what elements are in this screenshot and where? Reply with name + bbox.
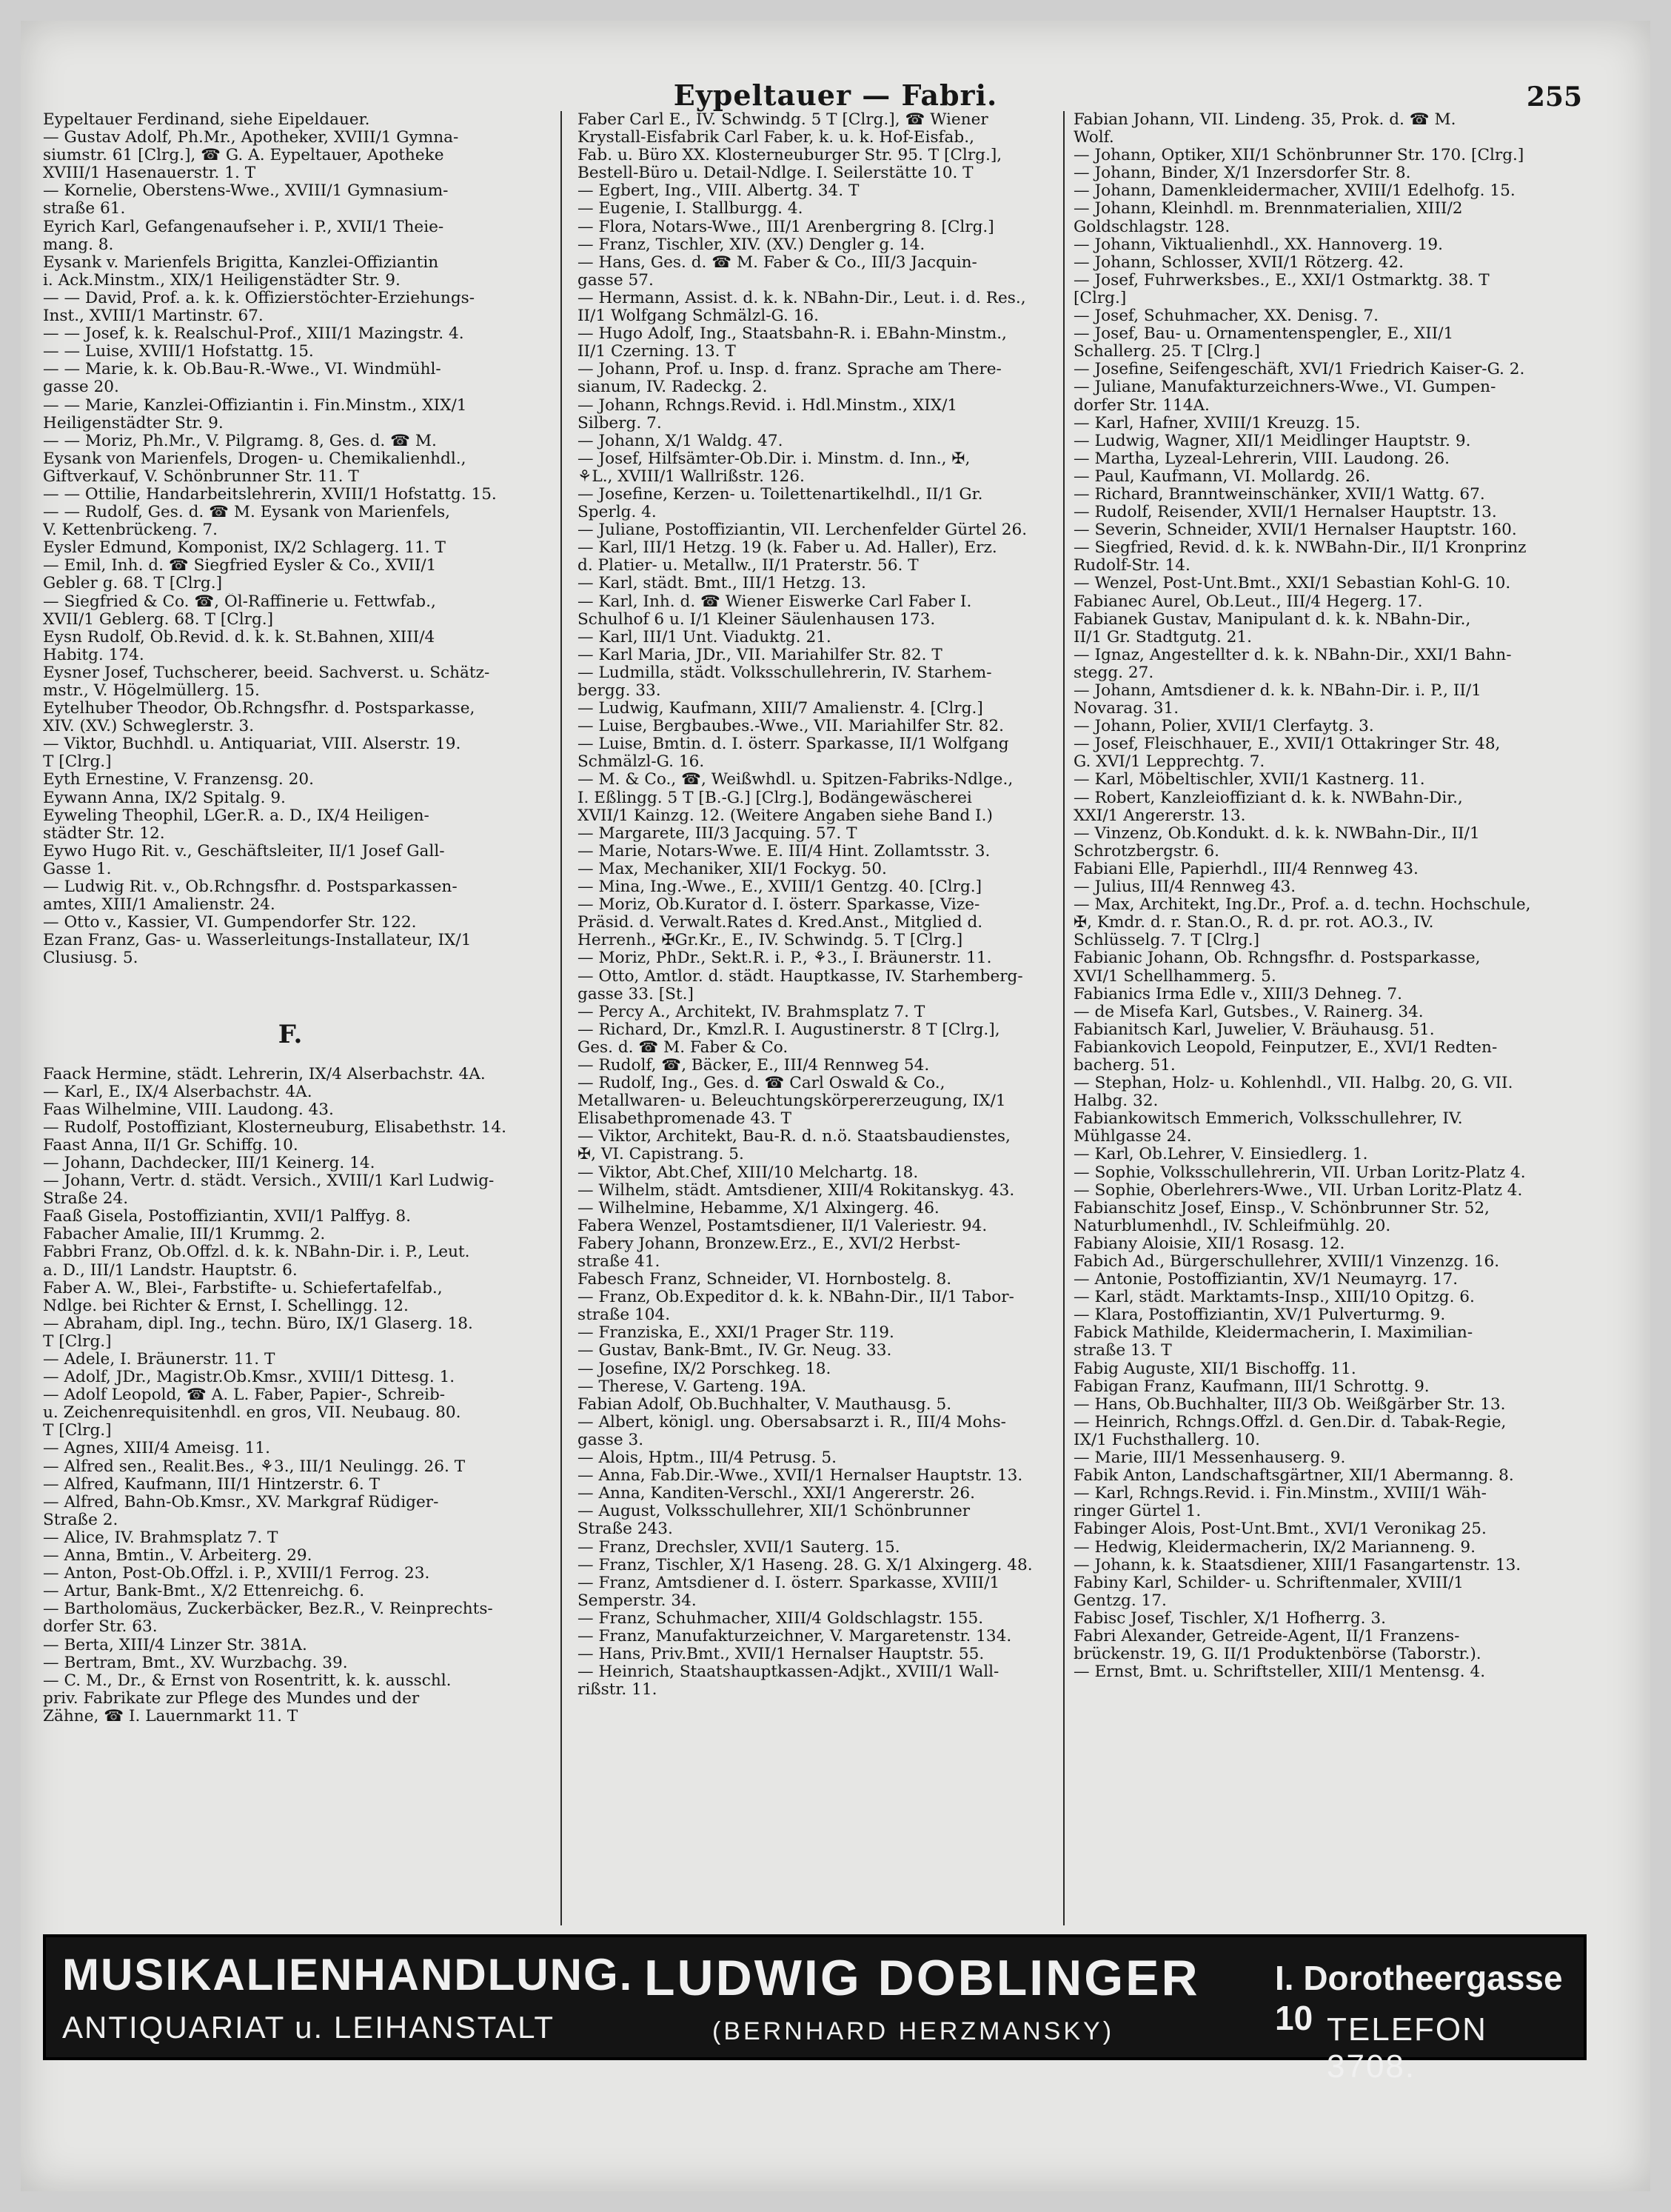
directory-line: Metallwaren- u. Beleuchtungskörpererzeugung, IX/1 xyxy=(577,1092,1006,1111)
spacer xyxy=(43,986,538,1003)
directory-line: — Franz, Amtsdiener d. I. österr. Sparkasse, XVIII/1 xyxy=(577,1574,1000,1592)
directory-line: straße 61. xyxy=(43,200,126,218)
directory-line: — Karl, städt. Marktamts-Insp., XIII/10 Opitzg. 6. xyxy=(1074,1289,1475,1307)
entries-column-right xyxy=(1074,111,1568,1929)
directory-line: XVII/1 Kainzg. 12. (Weitere Angaben siehe Band I.) xyxy=(577,806,993,825)
directory-line: — Siegfried & Co. ☎, Öl-Raffinerie u. Fettwfab., xyxy=(43,592,436,611)
directory-line: — M. & Co., ☎, Weißwhdl. u. Spitzen-Fabriks-Ndlge., xyxy=(577,771,1014,789)
directory-line: — Johann, Prof. u. Insp. d. franz. Sprache am There- xyxy=(577,361,1002,379)
directory-line: Fabian Adolf, Ob.Buchhalter, V. Mauthausg. 5. xyxy=(577,1395,952,1414)
directory-line: II/1 Gr. Stadtgutg. 21. xyxy=(1074,628,1253,646)
directory-line: — Eugenie, I. Stallburgg. 4. xyxy=(577,200,803,218)
directory-line: — Wilhelm, städt. Amtsdiener, XIII/4 Rokitanskyg. 43. xyxy=(577,1181,1015,1200)
directory-line: — Flora, Notars-Wwe., III/1 Arenbergring 8. [Clrg.] xyxy=(577,218,994,236)
directory-line: Fabianitsch Karl, Juwelier, V. Bräuhausg. 51. xyxy=(1074,1020,1435,1039)
directory-line: Ges. d. ☎ M. Faber & Co. xyxy=(577,1038,788,1057)
directory-line: siumstr. 61 [Clrg.], ☎ G. A. Eypeltauer, Apotheke xyxy=(43,147,444,165)
directory-line: Fabbri Franz, Ob.Offzl. d. k. k. NBahn-Dir. i. P., Leut. xyxy=(43,1243,470,1262)
directory-line: Inst., XVIII/1 Martinstr. 67. xyxy=(43,307,264,326)
directory-line: [Clrg.] xyxy=(1074,289,1127,307)
directory-line: — Berta, XIII/4 Linzer Str. 381A. xyxy=(43,1636,307,1654)
directory-line: — Rudolf, ☎, Bäcker, E., III/4 Rennweg 54. xyxy=(577,1056,930,1075)
directory-line: Fabri Alexander, Getreide-Agent, II/1 Franzens- xyxy=(1074,1627,1460,1645)
directory-line: — — Josef, k. k. Realschul-Prof., XIII/1 Mazingstr. 4. xyxy=(43,325,464,344)
directory-line: — Hedwig, Kleidermacherin, IX/2 Marianneng. 9. xyxy=(1074,1538,1476,1557)
directory-line: — Josef, Bau- u. Ornamentenspengler, E., XII/1 xyxy=(1074,325,1454,344)
directory-line: ringer Gürtel 1. xyxy=(1074,1503,1202,1521)
directory-line: — Otto, Amtlor. d. städt. Hauptkasse, IV. Starhemberg- xyxy=(577,967,1023,986)
entries-column-left xyxy=(43,111,538,1929)
directory-line: XVI/1 Schellhammerg. 5. xyxy=(1074,967,1276,986)
directory-line: — Josef, Fleischhauer, E., XVII/1 Ottakringer Str. 48, xyxy=(1074,735,1501,754)
advertisement-banner xyxy=(43,1934,1587,2085)
directory-line: — Franz, Tischler, X/1 Haseng. 28. G. X/1 Alxingerg. 48. xyxy=(577,1556,1033,1574)
directory-line: XVII/1 Geblerg. 68. T [Clrg.] xyxy=(43,610,274,629)
directory-line: Fabera Wenzel, Postamtsdiener, II/1 Valeriestr. 94. xyxy=(577,1217,988,1235)
directory-line: — Hans, Ob.Buchhalter, III/3 Ob. Weißgärber Str. 13. xyxy=(1074,1395,1506,1414)
directory-line: Sperlg. 4. xyxy=(577,504,657,522)
directory-line: u. Zeichenrequisitenhdl. en gros, VII. Neubaug. 80. xyxy=(43,1404,461,1423)
directory-line: — Viktor, Buchhdl. u. Antiquariat, VIII. Alserstr. 19. xyxy=(43,735,461,754)
directory-line: straße 13. T xyxy=(1074,1342,1172,1360)
directory-line: — Heinrich, Rchngs.Offzl. d. Gen.Dir. d. Tabak-Regie, xyxy=(1074,1413,1507,1431)
directory-line: dorfer Str. 114A. xyxy=(1074,396,1210,415)
ad-owner: (BERNHARD HERZMANSKY) xyxy=(712,2017,1115,2045)
directory-line: — Richard, Branntweinschänker, XVII/1 Wattg. 67. xyxy=(1074,485,1485,504)
directory-line: — Franz, Ob.Expeditor d. k. k. NBahn-Dir., II/1 Tabor- xyxy=(577,1289,1014,1307)
directory-line: Bestell-Büro u. Detail-Ndlge. I. Seilerstätte 10. T xyxy=(577,164,974,183)
directory-line: — Johann, Schlosser, XVII/1 Rötzerg. 42. xyxy=(1074,253,1404,272)
directory-line: — Hans, Priv.Bmt., XVII/1 Hernalser Hauptstr. 55. xyxy=(577,1645,985,1664)
directory-line: — Agnes, XIII/4 Ameisg. 11. xyxy=(43,1440,270,1458)
column-rule xyxy=(560,111,562,1925)
directory-line: Eypeltauer Ferdinand, siehe Eipeldauer. xyxy=(43,111,370,129)
directory-line: — Severin, Schneider, XVII/1 Hernalser Hauptstr. 160. xyxy=(1074,521,1517,540)
directory-line: Novarag. 31. xyxy=(1074,700,1179,718)
directory-line: — — David, Prof. a. k. k. Offizierstöchter-Erziehungs- xyxy=(43,289,475,307)
directory-line: — Josef, Fuhrwerksbes., E., XXI/1 Ostmarktg. 38. T xyxy=(1074,271,1490,290)
directory-line: Habitg. 174. xyxy=(43,646,144,664)
directory-line: — Antonie, Postoffiziantin, XV/1 Neumayrg. 17. xyxy=(1074,1271,1459,1289)
directory-line: — Karl, Möbeltischler, XVII/1 Kastnerg. 11. xyxy=(1074,771,1425,789)
directory-line: Faack Hermine, städt. Lehrerin, IX/4 Alserbachstr. 4A. xyxy=(43,1065,486,1083)
directory-line: — Viktor, Architekt, Bau-R. d. n.ö. Staatsbaudienstes, xyxy=(577,1128,1011,1146)
directory-line: Silberg. 7. xyxy=(577,414,662,432)
directory-line: — Richard, Dr., Kmzl.R. I. Augustinerstr. 8 T [Clrg.], xyxy=(577,1020,1000,1039)
directory-line: gasse 3. xyxy=(577,1431,644,1449)
directory-line: Mühlgasse 24. xyxy=(1074,1128,1192,1146)
directory-line: — Alfred, Bahn-Ob.Kmsr., XV. Markgraf Rüdiger- xyxy=(43,1493,439,1511)
directory-line: — Johann, Optiker, XII/1 Schönbrunner Str. 170. [Clrg.] xyxy=(1074,147,1524,165)
directory-line: — Abraham, dipl. Ing., techn. Büro, IX/1 Glaserg. 18. xyxy=(43,1314,473,1333)
directory-line: — Percy A., Architekt, IV. Brahmsplatz 7. T xyxy=(577,1003,925,1021)
directory-line: — Ludwig, Wagner, XII/1 Meidlinger Hauptstr. 9. xyxy=(1074,432,1471,450)
directory-line: gasse 33. [St.] xyxy=(577,985,694,1003)
directory-line: — Alfred sen., Realit.Bes., ⚘3., III/1 Neulingg. 26. T xyxy=(43,1457,466,1476)
directory-line: — Franz, Schuhmacher, XIII/4 Goldschlagstr. 155. xyxy=(577,1609,984,1628)
directory-line: amtes, XIII/1 Amalienstr. 24. xyxy=(43,896,275,915)
directory-line: IX/1 Fuchsthallerg. 10. xyxy=(1074,1431,1261,1449)
directory-line: — Max, Architekt, Ing.Dr., Prof. a. d. techn. Hochschule, xyxy=(1074,896,1531,915)
directory-line: Wolf. xyxy=(1074,129,1114,147)
directory-line: T [Clrg.] xyxy=(43,1422,112,1440)
directory-line: Fabianic Johann, Ob. Rchngsfhr. d. Postsparkasse, xyxy=(1074,949,1481,968)
directory-line: — Luise, Bmtin. d. I. österr. Sparkasse, II/1 Wolfgang xyxy=(577,735,1009,754)
directory-line: — — Marie, Kanzlei-Offiziantin i. Fin.Minstm., XIX/1 xyxy=(43,396,467,415)
directory-line: — Johann, X/1 Waldg. 47. xyxy=(577,432,783,450)
directory-line: — Klara, Postoffiziantin, XV/1 Pulverturmg. 9. xyxy=(1074,1306,1446,1325)
directory-line: — Karl, III/1 Unt. Viaduktg. 21. xyxy=(577,628,831,646)
directory-line: Fabesch Franz, Schneider, VI. Hornbostelg. 8. xyxy=(577,1271,952,1289)
directory-line: — Johann, Dachdecker, III/1 Keinerg. 14. xyxy=(43,1154,375,1172)
directory-line: — Josef, Hilfsämter-Ob.Dir. i. Minstm. d. Inn., ✠, xyxy=(577,450,971,468)
directory-line: — Josefine, Kerzen- u. Toilettenartikelhdl., II/1 Gr. xyxy=(577,485,983,504)
spacer xyxy=(43,968,538,986)
directory-line: — Gustav, Bank-Bmt., IV. Gr. Neug. 33. xyxy=(577,1342,892,1360)
directory-line: — Johann, Vertr. d. städt. Versich., XVIII/1 Karl Ludwig- xyxy=(43,1172,495,1191)
directory-line: Fabiany Aloisie, XII/1 Rosasg. 12. xyxy=(1074,1234,1345,1253)
directory-line: — Martha, Lyzeal-Lehrerin, VIII. Laudong. 26. xyxy=(1074,450,1450,468)
directory-line: II/1 Wolfgang Schmälzl-G. 16. xyxy=(577,307,820,326)
running-head: Eypeltauer — Fabri. xyxy=(673,78,998,112)
directory-line: Eytelhuber Theodor, Ob.Rchngsfhr. d. Postsparkasse, xyxy=(43,700,475,718)
directory-line: Fab. u. Büro XX. Klosterneuburger Str. 95. T [Clrg.], xyxy=(577,147,1002,165)
directory-line: — Alice, IV. Brahmsplatz 7. T xyxy=(43,1528,278,1547)
directory-line: — Franz, Manufakturzeichner, V. Margaretenstr. 134. xyxy=(577,1627,1012,1645)
directory-line: Gentzg. 17. xyxy=(1074,1591,1167,1610)
directory-line: — — Luise, XVIII/1 Hofstattg. 15. xyxy=(43,343,314,361)
directory-line: Straße 243. xyxy=(577,1520,673,1539)
directory-line: — Anna, Bmtin., V. Arbeiterg. 29. xyxy=(43,1547,312,1566)
directory-line: Straße 2. xyxy=(43,1511,118,1529)
directory-line: Fabiny Karl, Schilder- u. Schriftenmaler, XVIII/1 xyxy=(1074,1574,1464,1592)
directory-line: — Marie, Notars-Wwe. E. III/4 Hint. Zollamtsstr. 3. xyxy=(577,842,991,861)
directory-line: Ndlge. bei Richter & Ernst, I. Schellingg. 12. xyxy=(43,1297,409,1315)
directory-line: — Egbert, Ing., VIII. Albertg. 34. T xyxy=(577,182,860,201)
directory-line: Clusiusg. 5. xyxy=(43,949,138,968)
directory-line: Eyrich Karl, Gefangenaufseher i. P., XVII/1 Theie- xyxy=(43,218,444,236)
directory-line: — Karl, Rchngs.Revid. i. Fin.Minstm., XVIII/1 Wäh- xyxy=(1074,1485,1487,1503)
directory-line: städter Str. 12. xyxy=(43,824,165,843)
ad-address: I. Dorotheergasse 10 xyxy=(1275,1959,1563,2037)
directory-line: Schrotzbergstr. 6. xyxy=(1074,842,1219,861)
directory-line: Goldschlagstr. 128. xyxy=(1074,218,1230,236)
directory-line: — Ludwig, Kaufmann, XIII/7 Amalienstr. 4. [Clrg.] xyxy=(577,700,983,718)
directory-line: — Hugo Adolf, Ing., Staatsbahn-R. i. EBahn-Minstm., xyxy=(577,325,1007,344)
directory-line: bacherg. 51. xyxy=(1074,1056,1176,1075)
directory-line: Eysank v. Marienfels Brigitta, Kanzlei-Offiziantin xyxy=(43,253,439,272)
directory-line: Fabian Johann, VII. Lindeng. 35, Prok. d. ☎ M. xyxy=(1074,111,1456,129)
directory-line: — Josef, Schuhmacher, XX. Denisg. 7. xyxy=(1074,307,1379,326)
directory-line: — Karl, III/1 Hetzg. 19 (k. Faber u. Ad. Haller), Erz. xyxy=(577,539,997,558)
directory-line: priv. Fabrikate zur Pflege des Mundes und der xyxy=(43,1689,420,1708)
directory-line: Eyth Ernestine, V. Franzensg. 20. xyxy=(43,771,314,789)
directory-line: Eysn Rudolf, Ob.Revid. d. k. k. St.Bahnen, XIII/4 xyxy=(43,628,435,646)
directory-line: Faber Carl E., IV. Schwindg. 5 T [Clrg.], ☎ Wiener xyxy=(577,111,988,129)
directory-line: Fabich Ad., Bürgerschullehrer, XVIII/1 Vinzenzg. 16. xyxy=(1074,1253,1500,1271)
directory-line: — Anna, Kanditen-Verschl., XXI/1 Angererstr. 26. xyxy=(577,1485,975,1503)
directory-line: Faast Anna, II/1 Gr. Schiffg. 10. xyxy=(43,1136,298,1155)
ad-phone: TELEFON 3708. xyxy=(1327,2011,1487,2085)
directory-line: Gasse 1. xyxy=(43,860,112,878)
directory-line: — Therese, V. Garteng. 19A. xyxy=(577,1377,807,1396)
directory-line: — Alois, Hptm., III/4 Petrusg. 5. xyxy=(577,1449,837,1468)
directory-line: — Adolf Leopold, ☎ A. L. Faber, Papier-, Schreib- xyxy=(43,1386,446,1405)
directory-line: Fabick Mathilde, Kleidermacherin, I. Maximilian- xyxy=(1074,1324,1473,1343)
directory-line: Fabiankowitsch Emmerich, Volksschullehrer, IV. xyxy=(1074,1110,1463,1129)
ad-shop-type: MUSIKALIENHANDLUNG. xyxy=(62,1950,634,1999)
entries-column-middle xyxy=(577,111,1072,1929)
directory-line: Straße 24. xyxy=(43,1190,129,1209)
directory-line: — Karl, Ob.Lehrer, V. Einsiedlerg. 1. xyxy=(1074,1146,1368,1164)
directory-line: — Bartholomäus, Zuckerbäcker, Bez.R., V. Reinprechts- xyxy=(43,1600,493,1619)
directory-line: Fabisc Josef, Tischler, X/1 Hofherrg. 3. xyxy=(1074,1609,1386,1628)
directory-line: — Ludwig Rit. v., Ob.Rchngsfhr. d. Postsparkassen- xyxy=(43,878,458,897)
directory-line: — Robert, Kanzleioffiziant d. k. k. NWBahn-Dir., xyxy=(1074,789,1463,807)
directory-line: Schmälzl-G. 16. xyxy=(577,753,705,772)
directory-line: — Hermann, Assist. d. k. k. NBahn-Dir., Leut. i. d. Res., xyxy=(577,289,1026,307)
directory-line: Faber A. W., Blei-, Farbstifte- u. Schiefertafelfab., xyxy=(43,1279,443,1297)
directory-line: — Otto v., Kassier, VI. Gumpendorfer Str. 122. xyxy=(43,914,417,932)
directory-line: dorfer Str. 63. xyxy=(43,1618,158,1637)
directory-line: Naturblumenhdl., IV. Schleifmühlg. 20. xyxy=(1074,1217,1391,1235)
directory-line: — Franz, Tischler, XIV. (XV.) Dengler g. 14. xyxy=(577,235,925,254)
directory-line: Eysler Edmund, Komponist, IX/2 Schlagerg. 11. T xyxy=(43,539,446,558)
directory-line: bergg. 33. xyxy=(577,682,661,700)
directory-line: — — Ottilie, Handarbeitslehrerin, XVIII/1 Hofstattg. 15. xyxy=(43,485,497,504)
directory-line: — Sophie, Oberlehrers-Wwe., VII. Urban Loritz-Platz 4. xyxy=(1074,1181,1523,1200)
directory-line: — Paul, Kaufmann, VI. Mollardg. 26. xyxy=(1074,467,1370,486)
directory-line: — Max, Mechaniker, XII/1 Fockyg. 50. xyxy=(577,860,887,878)
directory-line: Eysank von Marienfels, Drogen- u. Chemikalienhdl., xyxy=(43,450,466,468)
directory-line: — Johann, Binder, X/1 Inzersdorfer Str. 8. xyxy=(1074,164,1411,183)
directory-line: Krystall-Eisfabrik Carl Faber, k. u. k. Hof-Eisfab., xyxy=(577,129,974,147)
directory-line: T [Clrg.] xyxy=(43,753,112,772)
directory-line: — Juliane, Postoffiziantin, VII. Lerchenfelder Gürtel 26. xyxy=(577,521,1028,540)
directory-line: Eyweling Theophil, LGer.R. a. D., IX/4 Heiligen- xyxy=(43,806,429,825)
directory-line: — Mina, Ing.-Wwe., E., XVIII/1 Gentzg. 40. [Clrg.] xyxy=(577,878,982,897)
directory-line: G. XVI/1 Lepprechtg. 7. xyxy=(1074,753,1265,772)
directory-line: Fabiankovich Leopold, Feinputzer, E., XVI/1 Redten- xyxy=(1074,1038,1498,1057)
directory-line: I. Eßlingg. 5 T [B.-G.] [Clrg.], Bodängewäscherei xyxy=(577,789,972,807)
directory-line: II/1 Czerning. 13. T xyxy=(577,343,736,361)
directory-line: — Julius, III/4 Rennweg 43. xyxy=(1074,878,1296,897)
directory-line: T [Clrg.] xyxy=(43,1332,112,1351)
directory-line: — August, Volksschullehrer, XII/1 Schönbrunner xyxy=(577,1503,971,1521)
directory-line: — Rudolf, Reisender, XVII/1 Hernalser Hauptstr. 13. xyxy=(1074,504,1497,522)
directory-line: ✠, Kmdr. d. r. Stan.O., R. d. pr. rot. AO.3., IV. xyxy=(1074,914,1434,932)
directory-line: Schulhof 6 u. I/1 Kleiner Säulenhausen 173. xyxy=(577,610,936,629)
directory-line: Fabiani Elle, Papierhdl., III/4 Rennweg 43. xyxy=(1074,860,1419,878)
directory-line: Elisabethpromenade 43. T xyxy=(577,1110,791,1129)
directory-line: — Marie, III/1 Messenhauserg. 9. xyxy=(1074,1449,1346,1468)
directory-line: XVIII/1 Hasenauerstr. 1. T xyxy=(43,164,256,183)
directory-line: mstr., V. Högelmüllerg. 15. xyxy=(43,682,260,700)
directory-line: — de Misefa Karl, Gutsbes., V. Rainerg. 34. xyxy=(1074,1003,1424,1021)
directory-line: Fabianschitz Josef, Einsp., V. Schönbrunner Str. 52, xyxy=(1074,1199,1490,1217)
directory-line: — Johann, k. k. Staatsdiener, XIII/1 Fasangartenstr. 13. xyxy=(1074,1556,1521,1574)
directory-line: Zähne, ☎ I. Lauernmarkt 11. T xyxy=(43,1707,298,1725)
directory-line: — — Marie, k. k. Ob.Bau-R.-Wwe., VI. Windmühl- xyxy=(43,361,441,379)
directory-line: — Franziska, E., XXI/1 Prager Str. 119. xyxy=(577,1324,894,1343)
directory-line: gasse 20. xyxy=(43,378,119,397)
directory-line: — Karl, E., IX/4 Alserbachstr. 4A. xyxy=(43,1083,312,1101)
directory-line: — Adolf, JDr., Magistr.Ob.Kmsr., XVIII/1 Dittesg. 1. xyxy=(43,1369,455,1387)
directory-line: brückenstr. 19, G. II/1 Produktenbörse (Taborstr.). xyxy=(1074,1645,1481,1664)
directory-line: — Siegfried, Revid. d. k. k. NWBahn-Dir., II/1 Kronprinz xyxy=(1074,539,1527,558)
directory-line: — Margarete, III/3 Jacquing. 57. T xyxy=(577,824,857,843)
directory-line: Fabig Auguste, XII/1 Bischoffg. 11. xyxy=(1074,1360,1356,1378)
directory-line: — Rudolf, Postoffiziant, Klosterneuburg, Elisabethstr. 14. xyxy=(43,1118,507,1137)
directory-line: — Josefine, Seifengeschäft, XVI/1 Friedrich Kaiser-G. 2. xyxy=(1074,361,1525,379)
directory-line: Fabacher Amalie, III/1 Krummg. 2. xyxy=(43,1226,326,1244)
directory-line: — C. M., Dr., & Ernst von Rosentritt, k. k. ausschl. xyxy=(43,1671,452,1690)
directory-line: Eywann Anna, IX/2 Spitalg. 9. xyxy=(43,789,286,807)
directory-line: — Johann, Kleinhdl. m. Brennmaterialien, XIII/2 xyxy=(1074,200,1463,218)
directory-line: d. Platier- u. Metallw., II/1 Praterstr. 56. T xyxy=(577,557,919,575)
directory-line: Semperstr. 34. xyxy=(577,1591,697,1610)
directory-line: gasse 57. xyxy=(577,271,654,290)
directory-line: — Sophie, Volksschullehrerin, VII. Urban Loritz-Platz 4. xyxy=(1074,1163,1526,1182)
directory-line: — Anna, Fab.Dir.-Wwe., XVII/1 Hernalser Hauptstr. 13. xyxy=(577,1467,1023,1486)
directory-line: — Alfred, Kaufmann, III/1 Hintzerstr. 6. T xyxy=(43,1475,380,1494)
directory-line: Faas Wilhelmine, VIII. Laudong. 43. xyxy=(43,1100,334,1119)
directory-line: ⚘L., XVIII/1 Wallrißstr. 126. xyxy=(577,467,805,486)
directory-line: — Wilhelmine, Hebamme, X/1 Alxingerg. 46. xyxy=(577,1199,940,1217)
directory-line: straße 41. xyxy=(577,1253,660,1271)
directory-line: Schallerg. 25. T [Clrg.] xyxy=(1074,343,1260,361)
directory-line: — Karl Maria, JDr., VII. Mariahilfer Str. 82. T xyxy=(577,646,942,664)
directory-line: XXI/1 Angererstr. 13. xyxy=(1074,806,1246,825)
directory-line: Fabianec Aurel, Ob.Leut., III/4 Hegerg. 17. xyxy=(1074,592,1423,611)
directory-line: — Gustav Adolf, Ph.Mr., Apotheker, XVIII/1 Gymna- xyxy=(43,129,459,147)
page-number: 255 xyxy=(1526,81,1582,113)
directory-line: — Rudolf, Ing., Ges. d. ☎ Carl Oswald & Co., xyxy=(577,1075,945,1093)
directory-line: Giftverkauf, V. Schönbrunner Str. 11. T xyxy=(43,467,359,486)
section-letter: F. xyxy=(278,1019,303,1049)
directory-line: Halbg. 32. xyxy=(1074,1092,1159,1111)
directory-line: — Kornelie, Oberstens-Wwe., XVIII/1 Gymnasium- xyxy=(43,182,449,201)
directory-line: Schlüsselg. 7. T [Clrg.] xyxy=(1074,932,1260,950)
directory-line: — Karl, Inh. d. ☎ Wiener Eiswerke Carl Faber I. xyxy=(577,592,972,611)
directory-line: — Bertram, Bmt., XV. Wurzbachg. 39. xyxy=(43,1654,348,1672)
directory-line: — Karl, Hafner, XVIII/1 Kreuzg. 15. xyxy=(1074,414,1361,432)
directory-line: — Juliane, Manufakturzeichners-Wwe., VI. Gumpen- xyxy=(1074,378,1496,397)
directory-line: — Johann, Damenkleidermacher, XVIII/1 Edelhofg. 15. xyxy=(1074,182,1516,201)
directory-line: ✠, VI. Capistrang. 5. xyxy=(577,1146,744,1164)
directory-line: — Johann, Polier, XVII/1 Clerfaytg. 3. xyxy=(1074,718,1374,736)
directory-line: sianum, IV. Radeckg. 2. xyxy=(577,378,768,397)
directory-line: — Stephan, Holz- u. Kohlenhdl., VII. Halbg. 20, G. VII. xyxy=(1074,1075,1513,1093)
directory-line: — Albert, königl. ung. Obersabsarzt i. R., III/4 Mohs- xyxy=(577,1413,1006,1431)
directory-line: — Johann, Amtsdiener d. k. k. NBahn-Dir. i. P., II/1 xyxy=(1074,682,1481,700)
directory-line: — Hans, Ges. d. ☎ M. Faber & Co., III/3 Jacquin- xyxy=(577,253,977,272)
directory-line: Fabigan Franz, Kaufmann, III/1 Schrottg. 9. xyxy=(1074,1377,1430,1396)
directory-line: Heiligenstädter Str. 9. xyxy=(43,414,224,432)
directory-line: — — Rudolf, Ges. d. ☎ M. Eysank von Marienfels, xyxy=(43,504,451,522)
directory-line: V. Kettenbrückeng. 7. xyxy=(43,521,218,540)
directory-line: — Moriz, Ob.Kurator d. I. österr. Sparkasse, Vize- xyxy=(577,896,980,915)
directory-line: Fabery Johann, Bronzew.Erz., E., XVI/2 Herbst- xyxy=(577,1234,960,1253)
directory-line: Fabik Anton, Landschaftsgärtner, XII/1 Abermanng. 8. xyxy=(1074,1467,1514,1486)
directory-line: straße 104. xyxy=(577,1306,671,1325)
directory-line: Eysner Josef, Tuchscherer, beeid. Sachverst. u. Schätz- xyxy=(43,664,490,682)
directory-line: — Moriz, PhDr., Sekt.R. i. P., ⚘3., I. Bräunerstr. 11. xyxy=(577,949,992,968)
directory-line: — Luise, Bergbaubes.-Wwe., VII. Mariahilfer Str. 82. xyxy=(577,718,1004,736)
directory-line: — Johann, Rchngs.Revid. i. Hdl.Minstm., XIX/1 xyxy=(577,396,958,415)
directory-line: — Adele, I. Bräunerstr. 11. T xyxy=(43,1351,275,1369)
directory-line: — Ernst, Bmt. u. Schriftsteller, XIII/1 Mentensg. 4. xyxy=(1074,1663,1486,1682)
directory-line: rißstr. 11. xyxy=(577,1681,657,1700)
directory-line: stegg. 27. xyxy=(1074,664,1154,682)
directory-line: — Emil, Inh. d. ☎ Siegfried Eysler & Co., XVII/1 xyxy=(43,557,437,575)
directory-line: Faaß Gisela, Postoffiziantin, XVII/1 Palffyg. 8. xyxy=(43,1208,411,1226)
directory-line: — — Moriz, Ph.Mr., V. Pilgramg. 8, Ges. d. ☎ M. xyxy=(43,432,437,450)
directory-line: Eywo Hugo Rit. v., Geschäftsleiter, II/1 Josef Gall- xyxy=(43,842,445,861)
directory-line: Fabianek Gustav, Manipulant d. k. k. NBahn-Dir., xyxy=(1074,610,1471,629)
directory-line: — Karl, städt. Bmt., III/1 Hetzg. 13. xyxy=(577,575,866,593)
directory-line: Präsid. d. Verwalt.Rates d. Kred.Anst., Mitglied d. xyxy=(577,914,983,932)
directory-line: — Ignaz, Angestellter d. k. k. NBahn-Dir., XXI/1 Bahn- xyxy=(1074,646,1512,664)
ad-subtitle: ANTIQUARIAT u. LEIHANSTALT xyxy=(62,2010,555,2045)
directory-line: Ezan Franz, Gas- u. Wasserleitungs-Installateur, IX/1 xyxy=(43,932,472,950)
directory-line: a. D., III/1 Landstr. Hauptstr. 6. xyxy=(43,1261,298,1280)
directory-line: XIV. (XV.) Schweglerstr. 3. xyxy=(43,718,255,736)
directory-line: — Viktor, Abt.Chef, XIII/10 Melchartg. 18. xyxy=(577,1163,919,1182)
directory-line: mang. 8. xyxy=(43,235,114,254)
directory-line: — Wenzel, Post-Unt.Bmt., XXI/1 Sebastian Kohl-G. 10. xyxy=(1074,575,1511,593)
directory-line: — Johann, Viktualienhdl., XX. Hannoverg. 19. xyxy=(1074,235,1444,254)
directory-line: Rudolf-Str. 14. xyxy=(1074,557,1191,575)
directory-line: — Ludmilla, städt. Volksschullehrerin, IV. Starhem- xyxy=(577,664,992,682)
directory-line: Gebler g. 68. T [Clrg.] xyxy=(43,575,223,593)
directory-line: Fabianics Irma Edle v., XIII/3 Dehneg. 7. xyxy=(1074,985,1402,1003)
directory-line: — Vinzenz, Ob.Kondukt. d. k. k. NWBahn-Dir., II/1 xyxy=(1074,824,1480,843)
directory-line: — Josefine, IX/2 Porschkeg. 18. xyxy=(577,1360,831,1378)
directory-line: i. Ack.Minstm., XIX/1 Heiligenstädter Str. 9. xyxy=(43,271,401,290)
directory-line: — Franz, Drechsler, XVII/1 Sauterg. 15. xyxy=(577,1538,900,1557)
directory-line: Herrenh., ✠Gr.Kr., E., IV. Schwindg. 5. T [Clrg.] xyxy=(577,932,963,950)
directory-line: Fabinger Alois, Post-Unt.Bmt., XVI/1 Veronikag 25. xyxy=(1074,1520,1487,1539)
directory-line: — Anton, Post-Ob.Offzl. i. P., XVIII/1 Ferrog. 23. xyxy=(43,1565,430,1583)
ad-shop-name: LUDWIG DOBLINGER xyxy=(644,1950,1200,2006)
directory-line: — Heinrich, Staatshauptkassen-Adjkt., XVIII/1 Wall- xyxy=(577,1663,999,1682)
directory-line: — Artur, Bank-Bmt., X/2 Ettenreichg. 6. xyxy=(43,1583,365,1601)
